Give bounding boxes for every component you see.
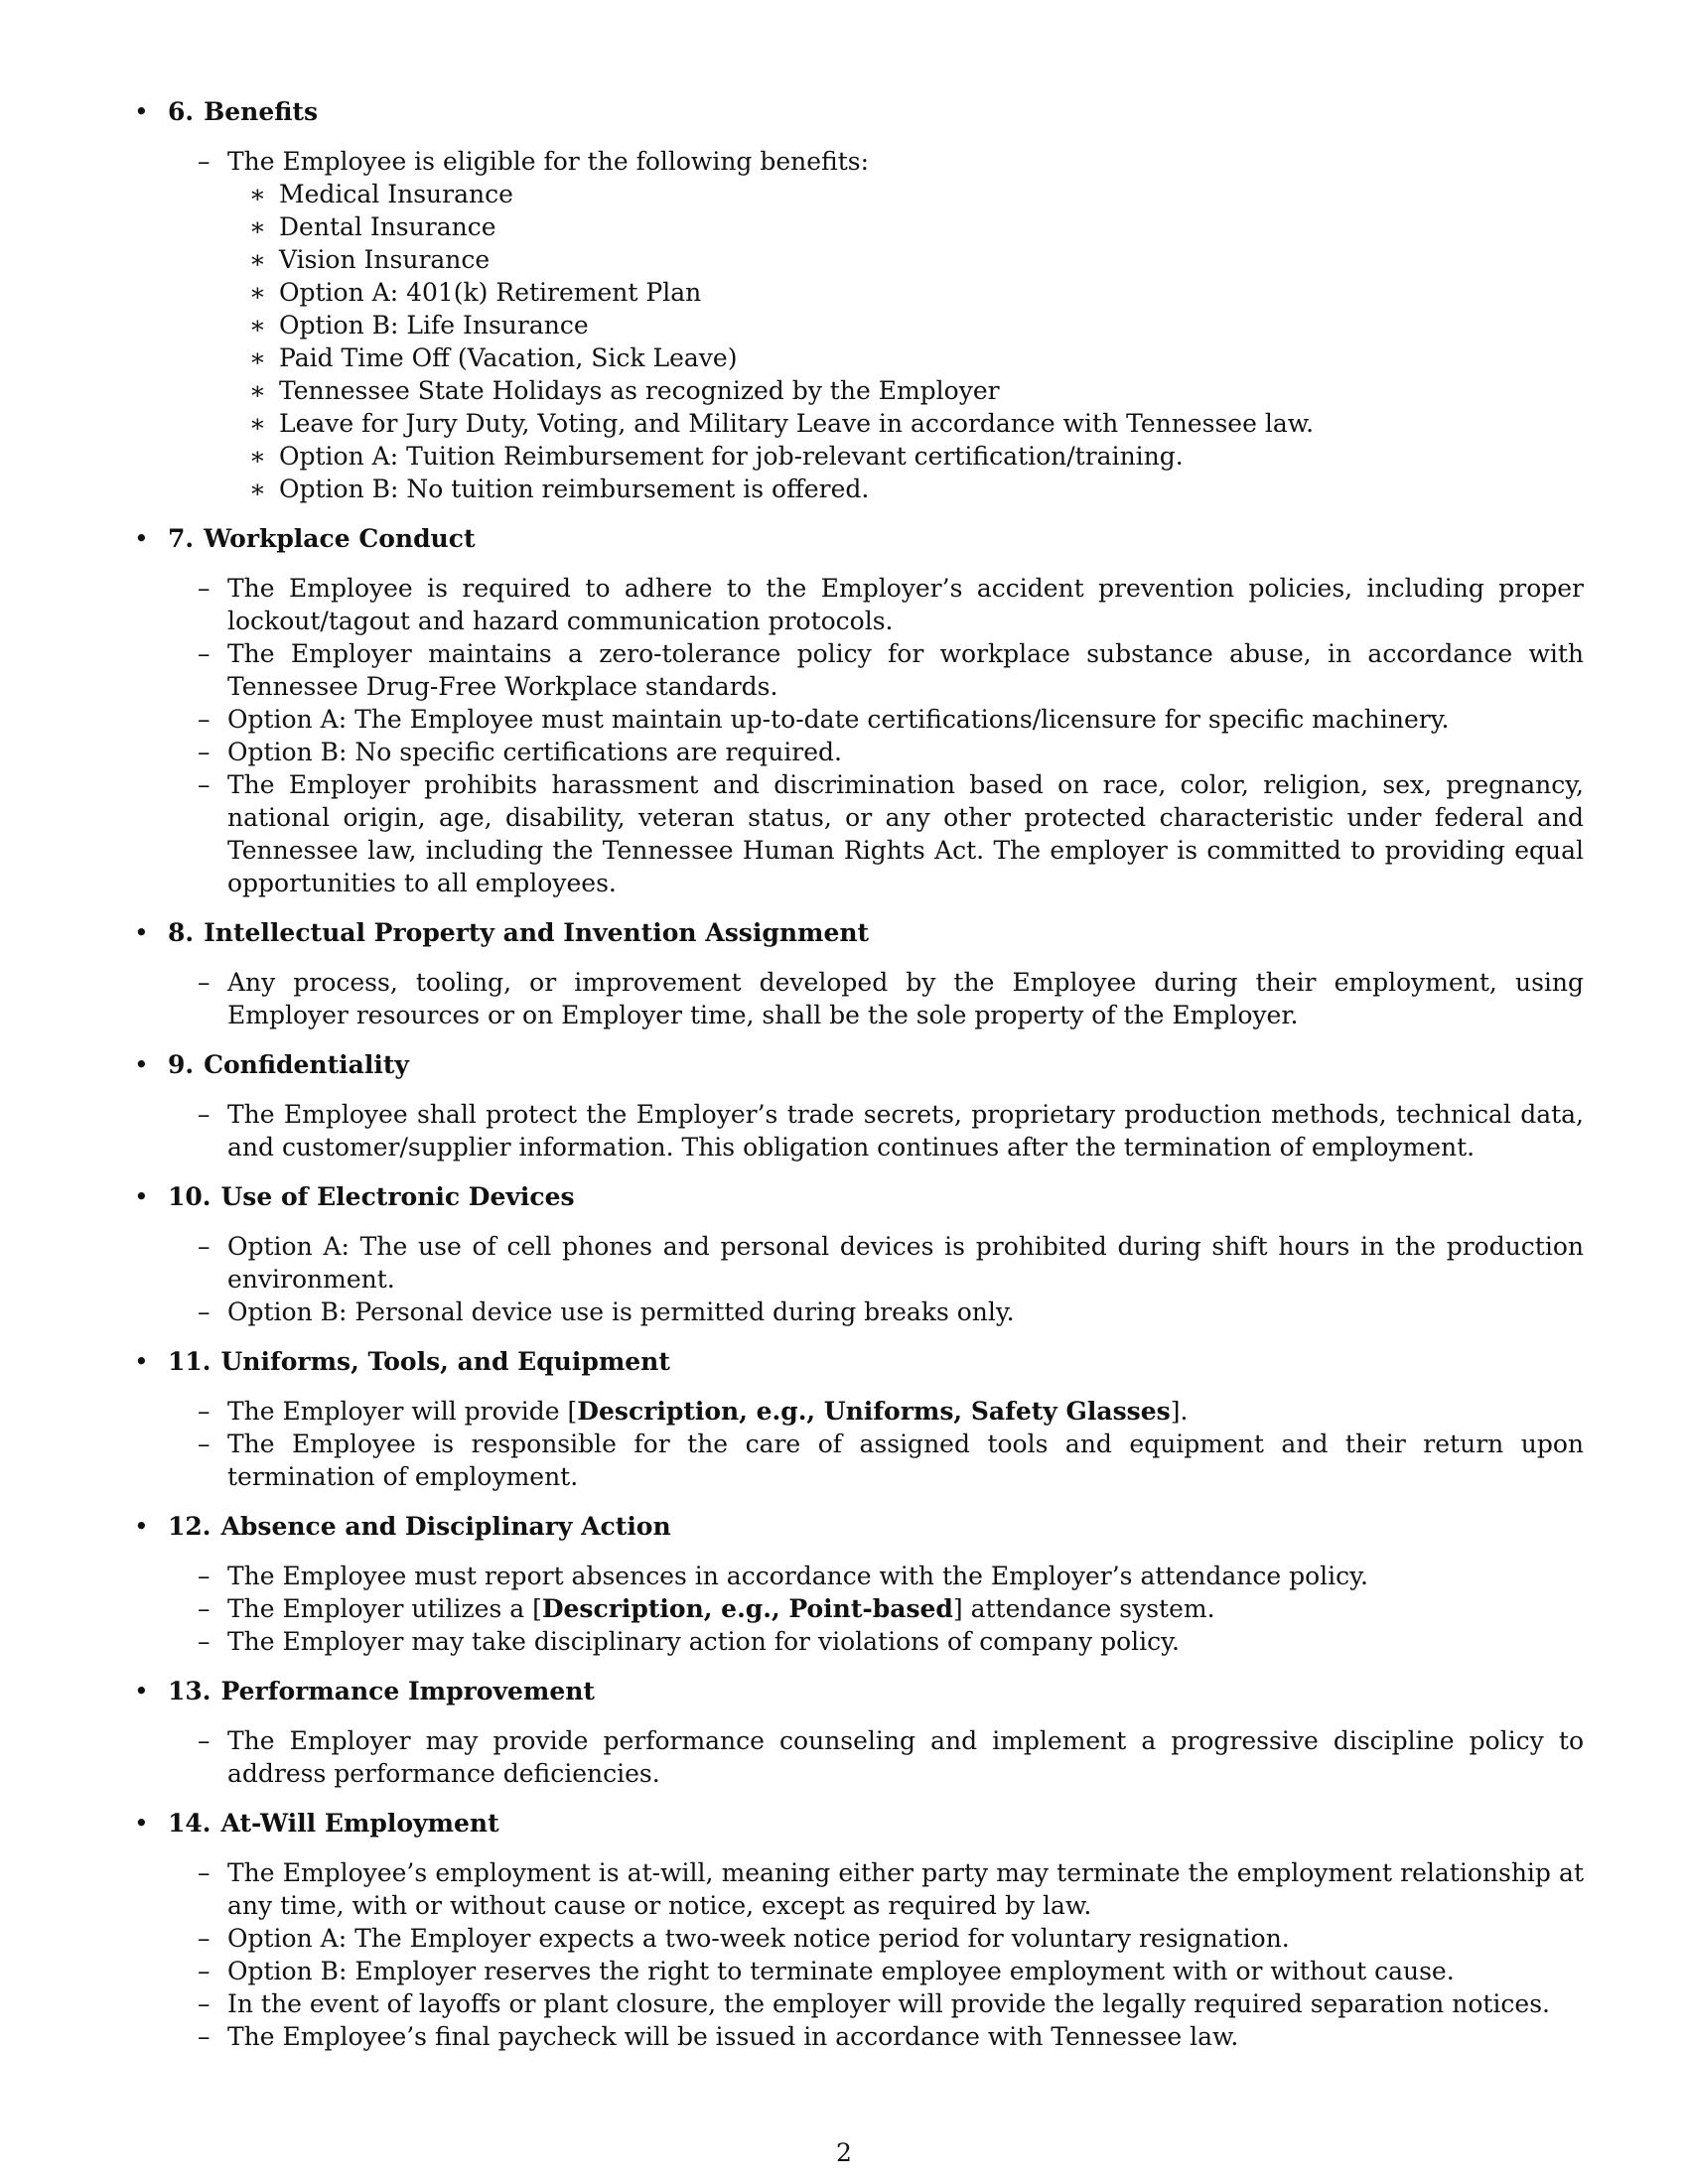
item-text: Any process, tooling, or improvement developed by the Employee during their employment, using Employer resources or on Employer time, shall be the sole property of the Employer.	[227, 968, 1584, 1029]
sub-list-item	[134, 473, 1584, 505]
list-item	[134, 1098, 1584, 1163]
item-text: Option B: Personal device use is permitted during breaks only.	[227, 1297, 1015, 1326]
item-text: Option A: The use of cell phones and personal devices is prohibited during shift hours in the production environment.	[227, 1232, 1584, 1294]
item-text: In the event of layoffs or plant closure, the employer will provide the legally required separation notices.	[227, 1989, 1550, 2018]
list-item	[134, 572, 1584, 637]
dash-bullet-icon: –	[198, 1989, 211, 2018]
section-7	[134, 522, 1584, 899]
dash-bullet-icon: –	[198, 1562, 211, 1590]
item-text: The Employer maintains a zero-tolerance policy for workplace substance abuse, in accordance with Tennessee Drug-Free Workplace standards.	[227, 639, 1584, 701]
list-item	[134, 768, 1584, 899]
dash-bullet-icon: –	[198, 1297, 211, 1326]
dash-bullet-icon: –	[198, 2022, 211, 2051]
item-text: The Employee’s employment is at-will, meaning either party may terminate the employment relationship at any time, with or without cause or notice, except as required by law.	[227, 1858, 1584, 1920]
item-text: ].	[1170, 1397, 1189, 1426]
section-number: 13.	[168, 1677, 211, 1706]
list-item	[134, 1922, 1584, 1955]
section-title: Performance Improvement	[220, 1677, 595, 1706]
asterisk-bullet-icon: ∗	[249, 343, 266, 372]
list-item	[134, 145, 1584, 178]
item-text: The Employee is responsible for the care of assigned tools and equipment and their return upon termination of employment.	[227, 1430, 1584, 1491]
dash-bullet-icon: –	[198, 639, 211, 668]
section-number: 7.	[168, 524, 195, 553]
asterisk-bullet-icon: ∗	[249, 311, 266, 340]
dash-bullet-icon: –	[198, 1594, 211, 1623]
section-heading	[134, 1510, 1584, 1543]
item-text: ] attendance system.	[952, 1594, 1215, 1623]
item-text: Option A: The Employer expects a two-week notice period for voluntary resignation.	[227, 1924, 1290, 1953]
item-text: The Employer will provide [	[227, 1397, 578, 1426]
list-item	[134, 2020, 1584, 2053]
section-heading	[134, 1345, 1584, 1378]
bullet-icon: •	[134, 1677, 149, 1706]
list-item	[134, 1428, 1584, 1493]
bullet-icon: •	[134, 1182, 149, 1211]
section-9	[134, 1048, 1584, 1163]
item-text: The Employee shall protect the Employer’s trade secrets, proprietary production methods, technical data, and customer/supplier information. This obligation continues after the termination of employment.	[227, 1100, 1584, 1161]
list-item	[134, 736, 1584, 768]
sub-item-text: Option B: No tuition reimbursement is offered.	[279, 475, 870, 503]
item-text: The Employee is eligible for the following benefits:	[227, 147, 870, 176]
section-8	[134, 916, 1584, 1031]
section-number: 9.	[168, 1050, 195, 1079]
section-heading	[134, 1048, 1584, 1081]
sub-list-item	[134, 341, 1584, 374]
item-text: The Employee must report absences in accordance with the Employer’s attendance policy.	[227, 1562, 1368, 1590]
section-title: Benefits	[204, 97, 319, 126]
section-title: Intellectual Property and Invention Assignment	[204, 918, 870, 947]
section-title: Use of Electronic Devices	[220, 1182, 575, 1211]
bullet-icon: •	[134, 1050, 149, 1079]
section-title: Workplace Conduct	[204, 524, 476, 553]
item-text: The Employee is required to adhere to the Employer’s accident prevention policies, including proper lockout/tagout and hazard communication protocols.	[227, 574, 1584, 635]
item-text: The Employer may provide performance counseling and implement a progressive discipline policy to address performance deficiencies.	[227, 1726, 1584, 1788]
dash-bullet-icon: –	[198, 705, 211, 734]
sub-list-item	[134, 178, 1584, 210]
section-title: Absence and Disciplinary Action	[220, 1512, 671, 1541]
section-heading	[134, 95, 1584, 128]
section-heading	[134, 522, 1584, 555]
document-body	[134, 95, 1584, 2070]
list-item	[134, 1987, 1584, 2020]
section-number: 10.	[168, 1182, 211, 1211]
section-title: At-Will Employment	[220, 1809, 499, 1838]
list-item	[134, 1592, 1584, 1625]
section-11	[134, 1345, 1584, 1493]
asterisk-bullet-icon: ∗	[249, 442, 266, 471]
section-6	[134, 95, 1584, 505]
dash-bullet-icon: –	[198, 1430, 211, 1458]
sub-item-text: Option B: Life Insurance	[279, 311, 589, 340]
section-title: Uniforms, Tools, and Equipment	[220, 1347, 670, 1376]
list-item	[134, 1955, 1584, 1987]
sub-item-text: Tennessee State Holidays as recognized by the Employer	[279, 376, 1000, 405]
item-text: Option B: Employer reserves the right to terminate employee employment with or without cause.	[227, 1957, 1455, 1985]
dash-bullet-icon: –	[198, 1100, 211, 1129]
item-text: The Employer utilizes a [	[227, 1594, 542, 1623]
sub-list-item	[134, 440, 1584, 473]
dash-bullet-icon: –	[198, 770, 211, 799]
list-item	[134, 1625, 1584, 1658]
dash-bullet-icon: –	[198, 147, 211, 176]
asterisk-bullet-icon: ∗	[249, 278, 266, 307]
list-item	[134, 966, 1584, 1031]
dash-bullet-icon: –	[198, 1232, 211, 1261]
dash-bullet-icon: –	[198, 1957, 211, 1985]
sub-list-item	[134, 407, 1584, 440]
item-text: Option A: The Employee must maintain up-to-date certifications/licensure for specific machinery.	[227, 705, 1450, 734]
section-title: Confidentiality	[204, 1050, 409, 1079]
dash-bullet-icon: –	[198, 738, 211, 766]
bullet-icon: •	[134, 1512, 149, 1541]
bullet-icon: •	[134, 524, 149, 553]
list-item	[134, 703, 1584, 736]
section-number: 11.	[168, 1347, 211, 1376]
sub-item-text: Option A: Tuition Reimbursement for job-relevant certification/training.	[279, 442, 1184, 471]
asterisk-bullet-icon: ∗	[249, 180, 266, 208]
bullet-icon: •	[134, 1347, 149, 1376]
list-item	[134, 1230, 1584, 1296]
list-item	[134, 1856, 1584, 1922]
bullet-icon: •	[134, 97, 149, 126]
dash-bullet-icon: –	[198, 1627, 211, 1656]
asterisk-bullet-icon: ∗	[249, 475, 266, 503]
item-text: The Employee’s final paycheck will be issued in accordance with Tennessee law.	[227, 2022, 1239, 2051]
list-item	[134, 1296, 1584, 1328]
sub-item-text: Paid Time Off (Vacation, Sick Leave)	[279, 343, 738, 372]
section-heading	[134, 1807, 1584, 1840]
sub-list-item	[134, 276, 1584, 309]
dash-bullet-icon: –	[198, 1858, 211, 1887]
sub-item-text: Medical Insurance	[279, 180, 513, 208]
sub-list-item	[134, 210, 1584, 243]
dash-bullet-icon: –	[198, 1924, 211, 1953]
asterisk-bullet-icon: ∗	[249, 212, 266, 241]
section-14	[134, 1807, 1584, 2053]
placeholder-text: Description, e.g., Point-based	[541, 1594, 953, 1623]
section-10	[134, 1180, 1584, 1328]
section-heading	[134, 1675, 1584, 1707]
page-number: 2	[836, 2138, 852, 2167]
sub-list-item	[134, 309, 1584, 341]
sub-item-text: Vision Insurance	[279, 245, 491, 274]
item-text: Option B: No specific certifications are required.	[227, 738, 842, 766]
section-number: 8.	[168, 918, 195, 947]
list-item	[134, 1395, 1584, 1428]
asterisk-bullet-icon: ∗	[249, 409, 266, 438]
list-item	[134, 637, 1584, 703]
dash-bullet-icon: –	[198, 968, 211, 997]
sub-item-text: Leave for Jury Duty, Voting, and Military Leave in accordance with Tennessee law.	[279, 409, 1315, 438]
section-13	[134, 1675, 1584, 1790]
section-number: 12.	[168, 1512, 211, 1541]
sub-item-text: Option A: 401(k) Retirement Plan	[279, 278, 702, 307]
section-12	[134, 1510, 1584, 1658]
asterisk-bullet-icon: ∗	[249, 245, 266, 274]
sub-list-item	[134, 243, 1584, 276]
asterisk-bullet-icon: ∗	[249, 376, 266, 405]
sub-list-item	[134, 374, 1584, 407]
section-heading	[134, 1180, 1584, 1213]
placeholder-text: Description, e.g., Uniforms, Safety Glasses	[577, 1397, 1171, 1426]
dash-bullet-icon: –	[198, 1726, 211, 1755]
bullet-icon: •	[134, 918, 149, 947]
section-number: 6.	[168, 97, 195, 126]
sub-item-text: Dental Insurance	[279, 212, 496, 241]
item-text: The Employer prohibits harassment and discrimination based on race, color, religion, sex, pregnancy, national origin, age, disability, veteran status, or any other protected characteristic under federal and Tennessee law, including the Tennessee Human Rights Act. The employer is committed to providing equal opportunities to all employees.	[227, 770, 1584, 897]
dash-bullet-icon: –	[198, 574, 211, 603]
bullet-icon: •	[134, 1809, 149, 1838]
section-heading	[134, 916, 1584, 949]
list-item	[134, 1724, 1584, 1790]
dash-bullet-icon: –	[198, 1397, 211, 1426]
item-text: The Employer may take disciplinary action for violations of company policy.	[227, 1627, 1180, 1656]
list-item	[134, 1560, 1584, 1592]
section-number: 14.	[168, 1809, 211, 1838]
